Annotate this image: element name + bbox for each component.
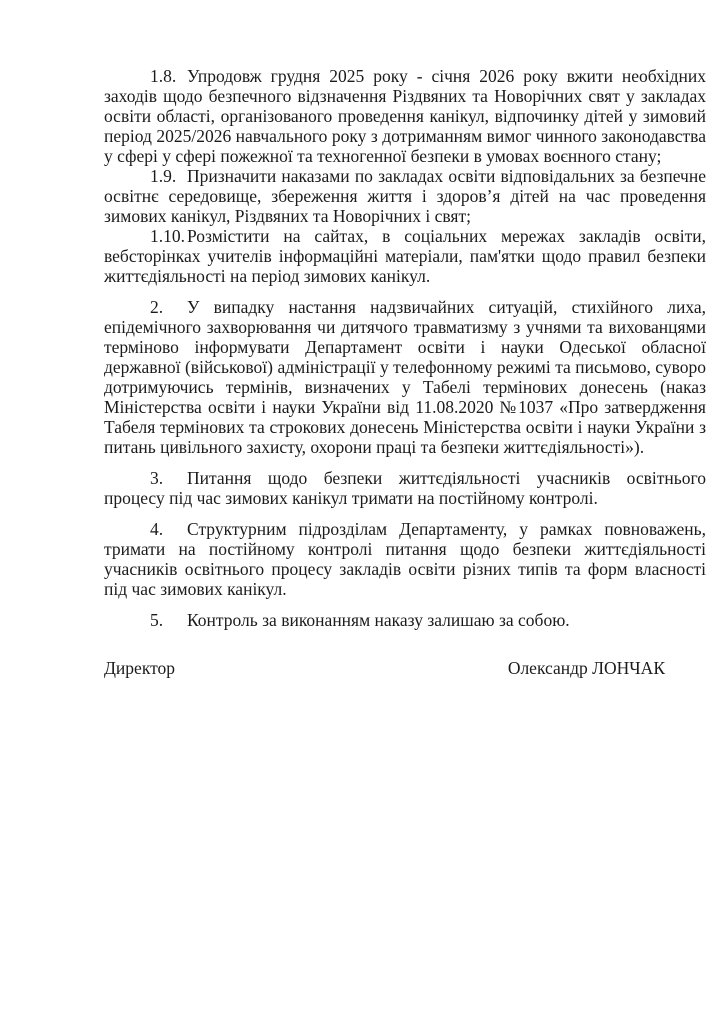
paragraph-text: Контроль за виконанням наказу залишаю за собою. [187,610,570,630]
paragraph-number: 4. [150,519,164,539]
paragraph [104,166,706,226]
paragraph-text: Питання щодо безпеки життєдіяльності учасників освітнього процесу під час зимових канікул тримати на постійному контролі. [104,468,706,508]
paragraph [104,226,706,286]
paragraph-text: Призначити наказами по закладах освіти відповідальних за безпечне освітнє середовище, збереження життя і здоров’я дітей на час проведення зимових канікул, Різдвяних та Новорічних і свят; [104,166,706,226]
paragraph-number: 5. [150,610,164,630]
paragraph [104,610,706,630]
signature-name: Олександр ЛОНЧАК [507,658,665,678]
signature-title: Директор [104,658,176,678]
paragraph [104,519,706,599]
paragraph-number: 1.9. [150,166,177,186]
paragraph [104,66,706,166]
document-body [104,66,706,630]
paragraph-text: У випадку настання надзвичайних ситуацій, стихійного лиха, епідемічного захворювання чи дитячого травматизму з учнями та вихованцями терміново інформувати Департамент освіти і науки Одеської обласної державної (військової) адміністрації у телефонному режимі та письмово, суворо дотримуючись термінів, визначених у Табелі термінових донесень (наказ Міністерства освіти і науки України від 11.08.2020 №1037 «Про затвердження Табеля термінових та строкових донесень Міністерства освіти і науки України з питань цивільного захисту, охорони праці та безпеки життєдіяльності»). [104,297,706,457]
paragraph [104,297,706,457]
paragraph [104,468,706,508]
signature-row [104,658,706,678]
paragraph-text: Розмістити на сайтах, в соціальних мережах закладів освіти, вебсторінках учителів інформаційні матеріали, пам'ятки щодо правил безпеки життєдіяльності на період зимових канікул. [104,226,706,286]
paragraph-number: 1.8. [150,66,177,86]
paragraph-text: Упродовж грудня 2025 року - січня 2026 року вжити необхідних заходів щодо безпечного відзначення Різдвяних та Новорічних свят у закладах освіти області, організованого проведення канікул, відпочинку дітей у зимовий період 2025/2026 навчального року з дотриманням вимог чинного законодавства у сфері у сфері пожежної та техногенної безпеки в умовах воєнного стану; [104,66,706,166]
paragraph-number: 1.10. [150,226,185,246]
paragraph-text: Структурним підрозділам Департаменту, у рамках повноважень, тримати на постійному контролі питання щодо безпеки життєдіяльності учасників освітнього процесу закладів освіти різних типів та форм власності під час зимових канікул. [104,519,706,599]
paragraph-number: 2. [150,297,164,317]
paragraph-number: 3. [150,468,164,488]
